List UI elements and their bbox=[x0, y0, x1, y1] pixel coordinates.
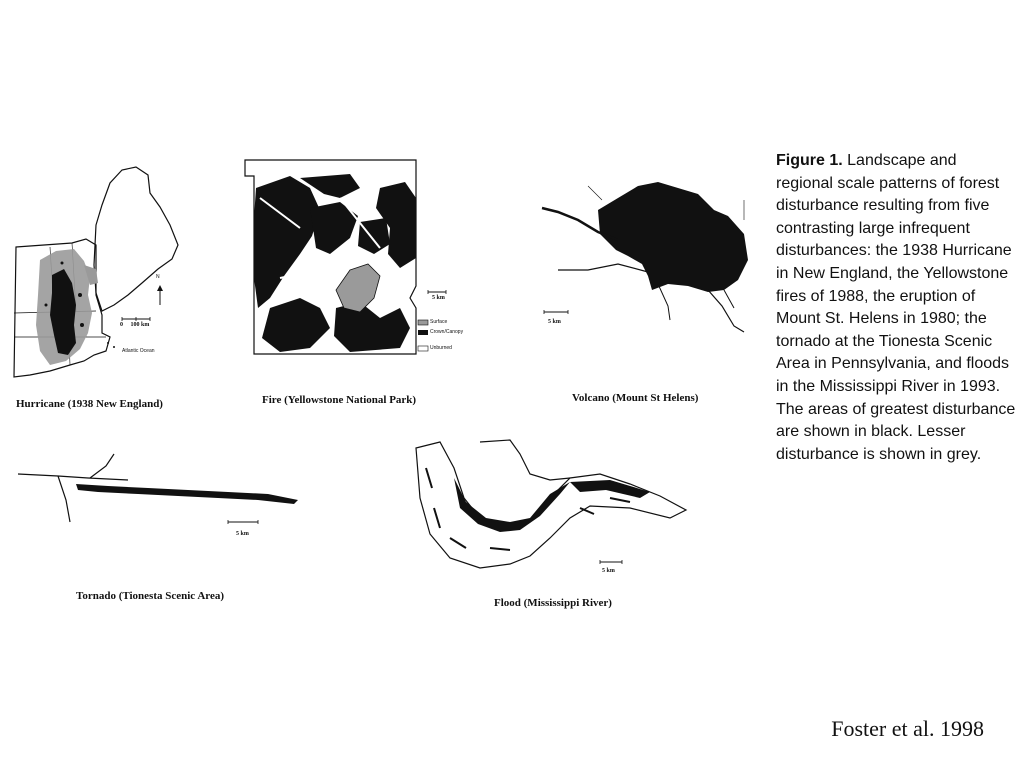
fire-caption: Fire (Yellowstone National Park) bbox=[262, 394, 417, 406]
north-label: N bbox=[156, 274, 160, 280]
fire-scale-label: 5 km bbox=[432, 295, 445, 301]
ocean-label: Atlantic Ocean bbox=[122, 348, 155, 354]
citation: Foster et al. 1998 bbox=[831, 716, 984, 741]
legend-crown-swatch bbox=[418, 330, 428, 335]
fire-map-panel bbox=[240, 158, 464, 360]
new-england-map bbox=[10, 165, 190, 380]
figure-caption bbox=[776, 150, 1016, 466]
hurricane-scale-label: 0 100 km bbox=[120, 322, 150, 328]
flood-map-panel bbox=[410, 438, 690, 578]
figure-caption-text: Landscape and regional scale patterns of forest disturbance resulting from five contrasting large infrequent disturbances: the 1938 Hurricane in New England, the Yellowstone fires of 1988, the eruption of Mount St. Helens in 1980; the tornado at the Tionesta Scenic Area in Pennsylvania, and floods in the Mississippi River in 1993. The areas of greatest disturbance are shown in black. Lesser disturbance is shown in grey. bbox=[776, 152, 1016, 463]
hurricane-caption: Hurricane (1938 New England) bbox=[16, 398, 163, 410]
mississippi-map bbox=[410, 438, 690, 578]
yellowstone-map bbox=[240, 158, 450, 360]
tornado-scale-label: 5 km bbox=[236, 531, 249, 537]
flood-scale-label: 5 km bbox=[602, 568, 615, 574]
figure-label: Figure 1. bbox=[776, 152, 843, 169]
volcano-map-panel bbox=[538, 180, 754, 340]
volcano-scale-label: 5 km bbox=[548, 319, 561, 325]
tionesta-map bbox=[18, 450, 308, 540]
tornado-map-panel bbox=[18, 450, 308, 540]
tornado-caption: Tornado (Tionesta Scenic Area) bbox=[76, 590, 225, 602]
legend-surface-swatch bbox=[418, 320, 428, 325]
legend-unburned-swatch bbox=[418, 346, 428, 351]
flood-caption: Flood (Mississippi River) bbox=[494, 597, 612, 609]
legend-crown-label: Crown/Canopy bbox=[430, 329, 464, 335]
hurricane-map-panel bbox=[10, 165, 190, 380]
legend-unburned-label: Unburned bbox=[430, 345, 452, 351]
volcano-caption: Volcano (Mount St Helens) bbox=[572, 392, 699, 404]
mount-st-helens-map bbox=[538, 180, 754, 340]
legend-surface-label: Surface bbox=[430, 319, 448, 325]
